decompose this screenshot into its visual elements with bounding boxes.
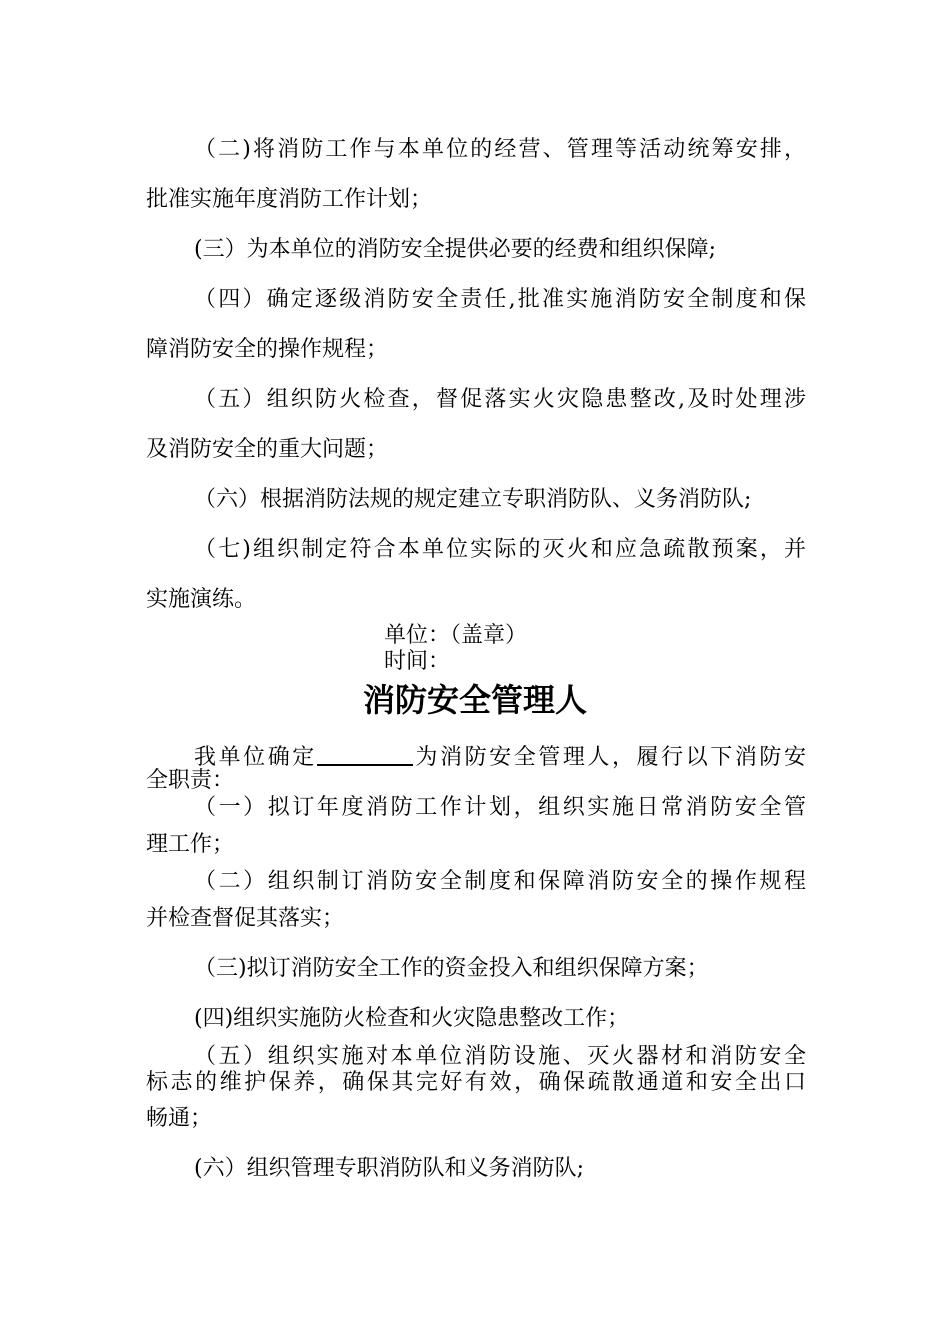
duty-6: (六）组织管理专职消防队和义务消防队; — [194, 1156, 584, 1181]
item-5-line-1: （五）组织防火检查，督促落实火灾隐患整改,及时处理涉 — [194, 387, 806, 412]
duty-1-line-1: （一）拟订年度消防工作计划，组织实施日常消防安全管 — [194, 795, 806, 820]
item-4-line-2: 障消防安全的操作规程； — [146, 337, 389, 362]
intro-part-2: 为消防安全管理人，履行以下消防安 — [412, 745, 806, 770]
duty-2-line-2: 并检查督促其落实； — [146, 906, 345, 931]
duty-5-line-3: 畅通； — [146, 1106, 213, 1131]
item-7-line-2: 实施演练。 — [146, 587, 257, 612]
duty-5-line-2: 标志的维护保养，确保其完好有效，确保疏散通道和安全出口 — [146, 1070, 806, 1095]
unit-seal-label: 单位：（盖章） — [384, 623, 528, 648]
item-7-line-1: （七)组织制定符合本单位实际的灭火和应急疏散预案，并 — [194, 537, 806, 562]
item-2-line-2: 批准实施年度消防工作计划； — [146, 187, 433, 212]
item-3: (三）为本单位的消防安全提供必要的经费和组织保障; — [194, 237, 716, 262]
duty-2-line-1: （二）组织制订消防安全制度和保障消防安全的操作规程 — [194, 869, 806, 894]
item-5-line-2: 及消防安全的重大问题； — [146, 437, 389, 462]
intro-line-1 — [194, 744, 806, 770]
duty-4: (四)组织实施防火检查和火灾隐患整改工作； — [194, 1006, 630, 1031]
intro-part-1: 我单位确定 — [194, 745, 317, 770]
name-blank — [317, 744, 413, 766]
item-2-line-1: （二)将消防工作与本单位的经营、管理等活动统筹安排， — [194, 137, 806, 162]
duty-1-line-2: 理工作； — [146, 832, 235, 857]
time-label: 时间： — [384, 649, 451, 674]
section-title: 消防安全管理人 — [362, 681, 587, 719]
item-6: （六）根据消防法规的规定建立专职消防队、义务消防队; — [194, 487, 752, 512]
duty-3: （三)拟订消防安全工作的资金投入和组织保障方案； — [194, 956, 709, 981]
intro-line-2: 全职责： — [146, 768, 235, 793]
item-4-line-1: （四）确定逐级消防安全责任,批准实施消防安全制度和保 — [194, 287, 806, 312]
duty-5-line-1: （五）组织实施对本单位消防设施、灭火器材和消防安全 — [194, 1044, 806, 1069]
